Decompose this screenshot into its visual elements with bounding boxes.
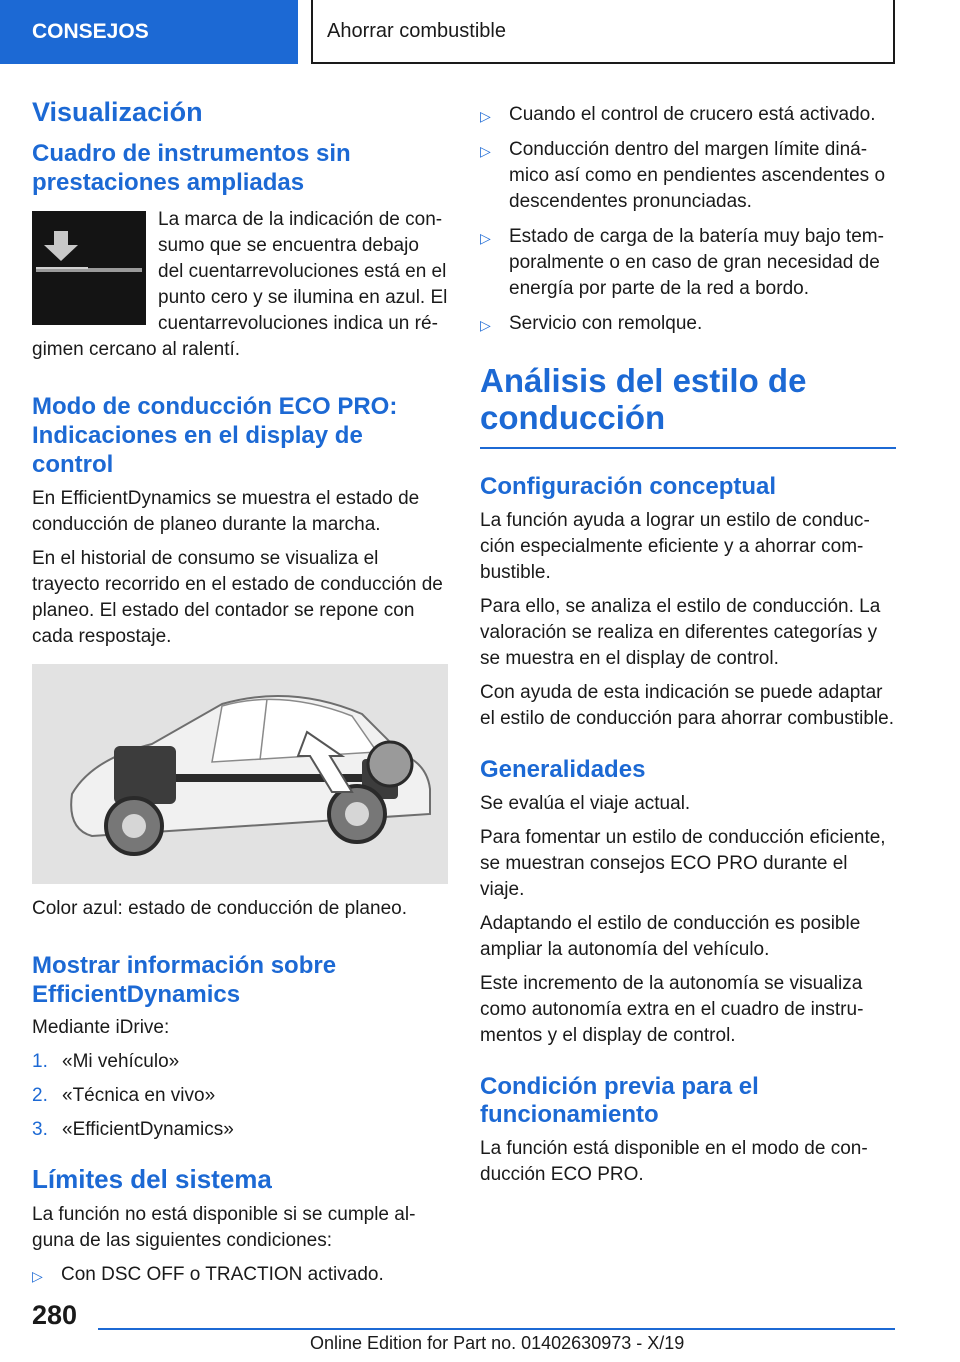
section-tab [0,0,298,64]
triangle-bullet-icon: ▷ [480,317,491,333]
configuracion-paragraph-1: La función ayuda a lograr un estilo de conducción especialmente eficiente y a ahorrar combustible. [480,509,870,583]
subsection-title-mostrar-info: Mostrar información sobre EfficientDynamics [32,951,337,1008]
configuracion-paragraph-2: Para ello, se analiza el estilo de conducción. La valoración se realiza en diferentes categorías y se muestra en el display de control. [480,595,881,669]
list-item: ▷ Conducción dentro del margen límite dinámico así como en pendientes ascendentes o descendentes pronunciadas. [480,139,886,212]
list-item: 1. «Mi vehículo» [32,1051,180,1073]
triangle-bullet-icon: ▷ [32,1267,43,1284]
subsection-title-generalidades: Generalidades [480,755,646,783]
section-title-limites: Límites del sistema [32,1164,272,1195]
condicion-paragraph: La función está disponible en el modo de conducción ECO PRO. [480,1138,868,1186]
chapter-header [311,0,895,64]
eco-pro-paragraph-1: En EfficientDynamics se muestra el estado de conducción de planeo durante la marcha. [32,487,420,535]
figure-caption: Color azul: estado de conducción de planeo. [32,897,407,919]
generalidades-paragraph-4: Este incremento de la autonomía se visualiza como autonomía extra en el cuadro de instrumentos y el display de control. [480,972,864,1046]
car-drivetrain-illustration [32,664,448,884]
generalidades-paragraph-2: Para fomentar un estilo de conducción eficiente, se muestran consejos ECO PRO durante el viaje. [480,826,886,900]
chapter-heading-block [480,363,896,449]
triangle-bullet-icon: ▷ [480,230,491,246]
triangle-bullet-icon: ▷ [480,143,491,159]
left-column [32,96,448,1297]
list-item: ▷ Cuando el control de crucero está activado. [480,102,896,128]
eco-pro-paragraph-2: En el historial de consumo se visualiza el trayecto recorrido en el estado de conducción de planeo. El estado del contador se repone con cada respostaje. [32,547,443,647]
limites-bullets-right [480,102,896,337]
list-item: ▷ Estado de carga de la batería muy bajo temporalmente o en caso de gran necesidad de energía por parte de la red a bordo. [480,226,884,299]
cuadro-text: La marca de la indicación de consumo que se encuentra debajo del cuentarrevoluciones está en el punto cero y se ilumina en azul. El cuentarrevoluciones indica un régimen cercano al ralentí. [32,209,448,361]
list-item: ▷ Servicio con remolque. [480,311,896,337]
generalidades-paragraph-3: Adaptando el estilo de conducción es posible ampliar la autonomía del vehículo. [480,912,861,960]
right-column [480,102,896,1196]
idrive-steps [32,1049,448,1143]
list-item: ▷ Con DSC OFF o TRACTION activado. [32,1262,448,1288]
footer-edition: Online Edition for Part no. 01402630973 - X/19 [310,1333,685,1353]
subsection-title-cuadro: Cuadro de instrumentos sin prestaciones ampliadas [32,139,351,196]
list-item: 2. «Técnica en vivo» [32,1085,216,1107]
page-number: 280 [32,1300,78,1330]
generalidades-paragraph-1: Se evalúa el viaje actual. [480,792,691,814]
section-title-visualizacion: Visualización [32,97,203,127]
idrive-intro: Mediante iDrive: [32,1017,170,1039]
chapter-title: Ahorrar combustible [327,19,506,42]
cuadro-block [32,207,448,371]
limites-intro: La función no está disponible si se cumple alguna de las siguientes condiciones: [32,1203,416,1251]
footer-divider [98,1328,895,1330]
subsection-title-eco-pro: Modo de conducción ECO PRO: Indicaciones en el display de control [32,393,398,478]
triangle-bullet-icon: ▷ [480,108,491,124]
section-title-analisis: Análisis del estilo de conducción [480,362,807,436]
subsection-title-configuracion: Configuración conceptual [480,472,777,500]
downward-arrow-to-line-icon [32,211,146,325]
section-label: CONSEJOS [32,20,149,43]
list-item: 3. «EfficientDynamics» [32,1119,234,1141]
configuracion-paragraph-3: Con ayuda de esta indicación se puede adaptar el estilo de conducción para ahorrar combustible. [480,681,895,729]
limites-bullets-left [32,1262,448,1288]
subsection-title-condicion: Condición previa para el funcionamiento [480,1072,759,1129]
